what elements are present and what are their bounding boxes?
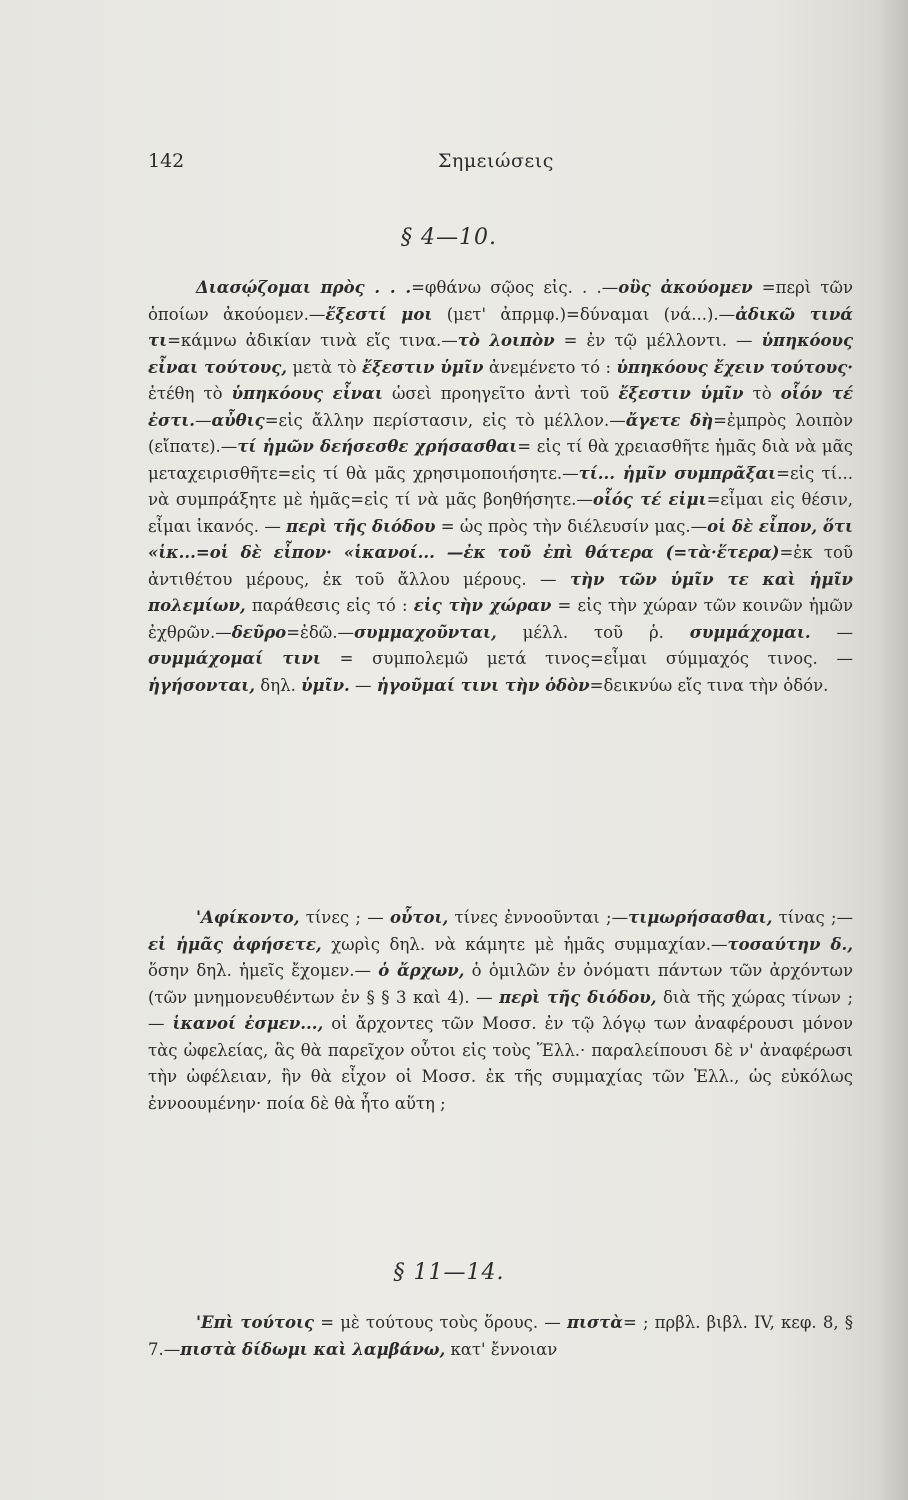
lemma-term: ὑπηκόους εἶναι bbox=[231, 384, 383, 403]
lemma-term: συμμάχομαι. bbox=[689, 622, 811, 642]
gloss-text: =περὶ τῶν ὁποίων ἀκούομεν.— bbox=[148, 278, 853, 324]
section-heading-4-10: § 4—10. bbox=[401, 225, 497, 250]
lemma-term: οὓς ἀκούομεν bbox=[618, 278, 753, 297]
lemma-term: ἡγήσονται, bbox=[148, 675, 256, 695]
lemma-term: ἔξεστί μοι bbox=[325, 304, 433, 324]
lemma-term: τί... ἡμῖν συμπρᾶξαι bbox=[578, 463, 777, 483]
page-header bbox=[148, 150, 748, 180]
gloss-text: μετὰ τὸ bbox=[287, 357, 362, 377]
gloss-text: =ἐμπρὸς λοιπὸν (εἴπατε).— bbox=[148, 410, 853, 456]
gloss-text: =εἶμαι εἰς θέσιν, εἶμαι ἱκανός. — bbox=[148, 490, 853, 536]
lemma-term: τοσαύτην δ., bbox=[727, 934, 853, 954]
lemma-term: ὑπηκόους εἶναι τούτους, bbox=[148, 331, 853, 377]
page-number: 142 bbox=[148, 150, 185, 172]
lemma-term: οἱ δὲ εἶπον, ὅτι «ἱκ...=οἱ δὲ εἶπον· «ἱκανοί... —ἐκ τοῦ ἐπὶ θάτερα (=τὰ·ἕτερα) bbox=[148, 516, 853, 562]
gloss-text: =εἰς τί... νὰ συμπράξητε μὲ ἡμᾶς=εἰς τί νὰ μᾶς βοηθήσητε.— bbox=[148, 463, 853, 509]
lemma-term: οἷόν τέ ἐστι. bbox=[148, 384, 853, 430]
paragraph-body bbox=[148, 908, 853, 1113]
gloss-text: = ; πρβλ. βιβλ. IV, κεφ. 8, § 7.— bbox=[148, 1313, 853, 1359]
lemma-term: περὶ τῆς διόδου, bbox=[499, 987, 657, 1007]
lemma-term: ὑμῖν. bbox=[301, 675, 350, 695]
gloss-text: — bbox=[810, 622, 853, 642]
lemma-term: πιστὰ δίδωμι καὶ λαμβάνω, bbox=[180, 1339, 446, 1359]
lemma-term: Διασῴζομαι πρὸς . . . bbox=[196, 278, 412, 297]
gloss-text: =φθάνω σῷος εἰς. . .— bbox=[411, 278, 619, 297]
gloss-text: =εἰς ἄλλην περίστασιν, εἰς τὸ μέλλον.— bbox=[264, 410, 626, 430]
lemma-term: περὶ τῆς διόδου bbox=[286, 516, 436, 536]
lemma-term: τιμωρήσασθαι, bbox=[628, 908, 773, 927]
gloss-text: κατ' ἔννοιαν bbox=[445, 1339, 558, 1359]
lemma-term: πιστὰ bbox=[566, 1313, 623, 1332]
lemma-term: ἀδικῶ τινά τι bbox=[148, 304, 854, 350]
gloss-text: =δεικνύω εἴς τινα τὴν ὁδόν. bbox=[589, 675, 829, 695]
gloss-text: τὸ bbox=[743, 384, 781, 403]
lemma-term: τὸ λοιπὸν bbox=[457, 331, 555, 350]
gloss-text: ὅσην δηλ. ἡμεῖς ἔχομεν.— bbox=[148, 961, 379, 980]
lemma-term: ἄγετε δὴ bbox=[625, 410, 714, 430]
lemma-term: εἰ ἡμᾶς ἀφήσετε, bbox=[148, 934, 322, 954]
lemma-term: ἔξεστιν ὑμῖν bbox=[618, 384, 744, 403]
gloss-text: ἐτέθη τὸ bbox=[148, 384, 232, 403]
notes-paragraph-2 bbox=[148, 905, 853, 1117]
lemma-term: ἱκανοί ἐσμεν..., bbox=[172, 1014, 324, 1033]
lemma-term: 'Επὶ τούτοις bbox=[196, 1313, 315, 1332]
gloss-text: (μετ' ἀπρμφ.)=δύναμαι (νά...).— bbox=[432, 304, 736, 324]
lemma-term: 'Αφίκοντο, bbox=[196, 908, 300, 927]
gloss-text: μέλλ. τοῦ ῥ. bbox=[496, 622, 690, 642]
gloss-text: ὁ ὁμιλῶν ἐν ὀνόματι πάντων τῶν ἀρχόντων (τῶν μνημονευθέντων ἐν § § 3 καὶ 4). — bbox=[148, 961, 853, 1007]
lemma-term: ὁ ἄρχων, bbox=[378, 961, 465, 980]
gloss-text: — bbox=[349, 675, 377, 695]
gloss-text: τίνας ;— bbox=[772, 908, 854, 927]
notes-paragraph-3 bbox=[148, 1310, 853, 1363]
lemma-term: συμμάχομαί τινι bbox=[148, 649, 321, 668]
gloss-text: =κάμνω ἀδικίαν τινὰ εἴς τινα.— bbox=[167, 331, 458, 350]
gloss-text: = εἰς τὴν χώραν τῶν κοινῶν ἡμῶν ἐχθρῶν.— bbox=[148, 596, 854, 642]
lemma-term: αὖθις bbox=[211, 410, 265, 430]
lemma-term: συμμαχοῦνται, bbox=[354, 622, 497, 642]
gloss-text: παράθεσις εἰς τό : bbox=[245, 596, 414, 615]
lemma-term: οὗτοι, bbox=[389, 908, 449, 927]
gloss-text: χωρὶς δηλ. νὰ κάμητε μὲ ἡμᾶς συμμαχίαν.— bbox=[321, 934, 728, 954]
gloss-text: = ἐν τῷ μέλλοντι. — bbox=[554, 331, 762, 350]
gloss-text: τίνες ; — bbox=[299, 908, 390, 927]
gloss-text: =ἐκ τοῦ ἀντιθέτου μέρους, ἐκ τοῦ ἄλλου μέρους. — bbox=[148, 543, 853, 589]
lemma-term: εἰς τὴν χώραν bbox=[413, 596, 552, 615]
gloss-text: = εἰς τί θὰ χρειασθῆτε ἡμᾶς διὰ νὰ μᾶς μεταχειρισθῆτε=εἰς τί θὰ μᾶς χρησιμοποιήσητε.— bbox=[148, 437, 853, 483]
gloss-text: = ὡς πρὸς τὴν διέλευσίν μας.— bbox=[435, 516, 708, 536]
running-title: Σημειώσεις bbox=[438, 150, 554, 172]
section-heading-11-14: § 11—14. bbox=[393, 1260, 505, 1285]
notes-paragraph-1 bbox=[148, 275, 853, 699]
paragraph-body bbox=[148, 278, 853, 695]
gloss-text: οἱ ἄρχοντες τῶν Μοσσ. ἐν τῷ λόγῳ των ἀναφέρουσι μόνον τὰς ὠφελείας, ἃς θὰ παρεῖχον οὗτοι εἰς τοὺς Ἕλλ.· παραλείπουσι δὲ ν' ἀναφέρωσι τὴν ὠφέλειαν, ἣν θὰ εἶχον οἱ Μοσσ. ἐκ τῆς συμμαχίας τῶν Ἑλλ., ὡς εὐκόλως ἐννοουμένην· ποία δὲ θὰ ἦτο αὕτη ; bbox=[148, 1014, 853, 1113]
lemma-term: δεῦρο bbox=[231, 622, 287, 642]
gloss-text: = συμπολεμῶ μετά τινος=εἶμαι σύμμαχός τινος. — bbox=[320, 649, 853, 668]
lemma-term: τὴν τῶν ὑμῖν τε καὶ ἡμῖν πολεμίων, bbox=[148, 569, 853, 615]
gloss-text: =ἐδῶ.— bbox=[286, 622, 355, 642]
lemma-term: ὑπηκόους ἔχειν τούτους· bbox=[616, 357, 853, 377]
paragraph-body bbox=[148, 1313, 853, 1359]
lemma-term: τί ἡμῶν δεήσεσθε χρήσασθαι bbox=[237, 437, 518, 456]
lemma-term: ἡγοῦμαί τινι τὴν ὁδὸν bbox=[376, 675, 590, 695]
lemma-term: ἔξεστιν ὑμῖν bbox=[361, 357, 484, 377]
gloss-text: = μὲ τούτους τοὺς ὅρους. — bbox=[314, 1313, 567, 1332]
gloss-text: διὰ τῆς χώρας τίνων ; — bbox=[148, 987, 854, 1033]
gloss-text: — bbox=[195, 410, 212, 430]
gloss-text: δηλ. bbox=[255, 675, 302, 695]
lemma-term: οἷός τέ εἰμι bbox=[592, 490, 707, 509]
gloss-text: ὡσεὶ προηγεῖτο ἀντὶ τοῦ bbox=[382, 384, 619, 403]
gloss-text: τίνες ἐννοοῦνται ;— bbox=[448, 908, 629, 927]
gloss-text: ἀνεμένετο τό : bbox=[483, 357, 617, 377]
